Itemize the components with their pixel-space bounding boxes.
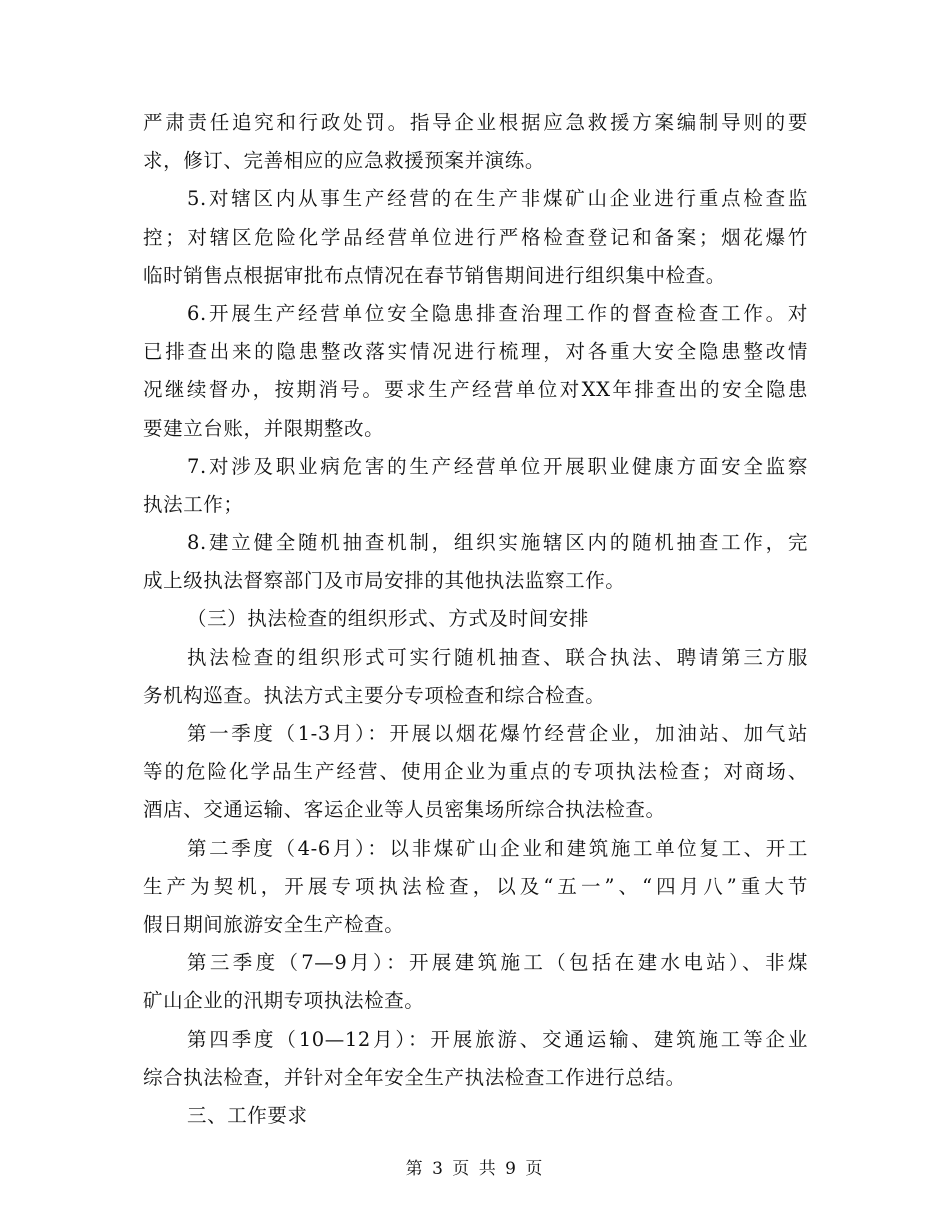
text-line: 临时销售点根据审批布点情况在春节销售期间进行组织集中检查。 <box>143 263 726 287</box>
text-line: 生产为契机，开展专项执法检查，以及“五一”、“四月八”重大节 <box>143 874 808 898</box>
text-line: 5.对辖区内从事生产经营的在生产非煤矿山企业进行重点检查监 <box>187 187 808 211</box>
text-line: 第四季度（10—12月）：开展旅游、交通运输、建筑施工等企业 <box>187 1027 808 1051</box>
section-heading: 三、工作要求 <box>187 1103 308 1127</box>
text-line: 控；对辖区危险化学品经营单位进行严格检查登记和备案；烟花爆竹 <box>143 225 808 249</box>
text-line: 严肃责任追究和行政处罚。指导企业根据应急救援方案编制导则的要 <box>143 111 808 134</box>
page-footer: 第 3 页 共 9 页 <box>405 1159 545 1179</box>
text-line: 成上级执法督察部门及市局安排的其他执法监察工作。 <box>143 569 626 593</box>
text-line: 7.对涉及职业病危害的生产经营单位开展职业健康方面安全监察 <box>187 454 808 478</box>
text-line: 矿山企业的汛期专项执法检查。 <box>143 989 425 1013</box>
text-line: 酒店、交通运输、客运企业等人员密集场所综合执法检查。 <box>143 798 666 822</box>
text-line: 况继续督办，按期消号。要求生产经营单位对XX年排查出的安全隐患 <box>143 378 808 402</box>
document-body <box>143 104 808 1135</box>
text-line: 第三季度（7—9月）：开展建筑施工（包括在建水电站）、非煤 <box>187 951 808 975</box>
text-line: 务机构巡查。执法方式主要分专项检查和综合检查。 <box>143 683 606 707</box>
text-line: 第一季度（1-3月）：开展以烟花爆竹经营企业，加油站、加气站 <box>187 722 808 745</box>
text-line: 求，修订、完善相应的应急救援预案并演练。 <box>143 149 546 173</box>
section-heading: （三）执法检查的组织形式、方式及时间安排 <box>187 607 590 631</box>
text-line: 8.建立健全随机抽查机制，组织实施辖区内的随机抽查工作，完 <box>187 531 808 555</box>
text-line: 假日期间旅游安全生产检查。 <box>143 912 405 936</box>
text-line: 等的危险化学品生产经营、使用企业为重点的专项执法检查；对商场、 <box>143 760 808 784</box>
text-line: 6.开展生产经营单位安全隐患排查治理工作的督查检查工作。对 <box>187 301 808 325</box>
text-line: 第二季度（4-6月）：以非煤矿山企业和建筑施工单位复工、开工 <box>187 836 808 860</box>
text-line: 要建立台账，并限期整改。 <box>143 416 385 440</box>
text-line: 执法工作； <box>143 492 244 516</box>
text-line: 执法检查的组织形式可实行随机抽查、联合执法、聘请第三方服 <box>187 645 808 669</box>
text-line: 综合执法检查，并针对全年安全生产执法检查工作进行总结。 <box>143 1065 686 1089</box>
text-line: 已排查出来的隐患整改落实情况进行梳理，对各重大安全隐患整改情 <box>143 340 808 364</box>
